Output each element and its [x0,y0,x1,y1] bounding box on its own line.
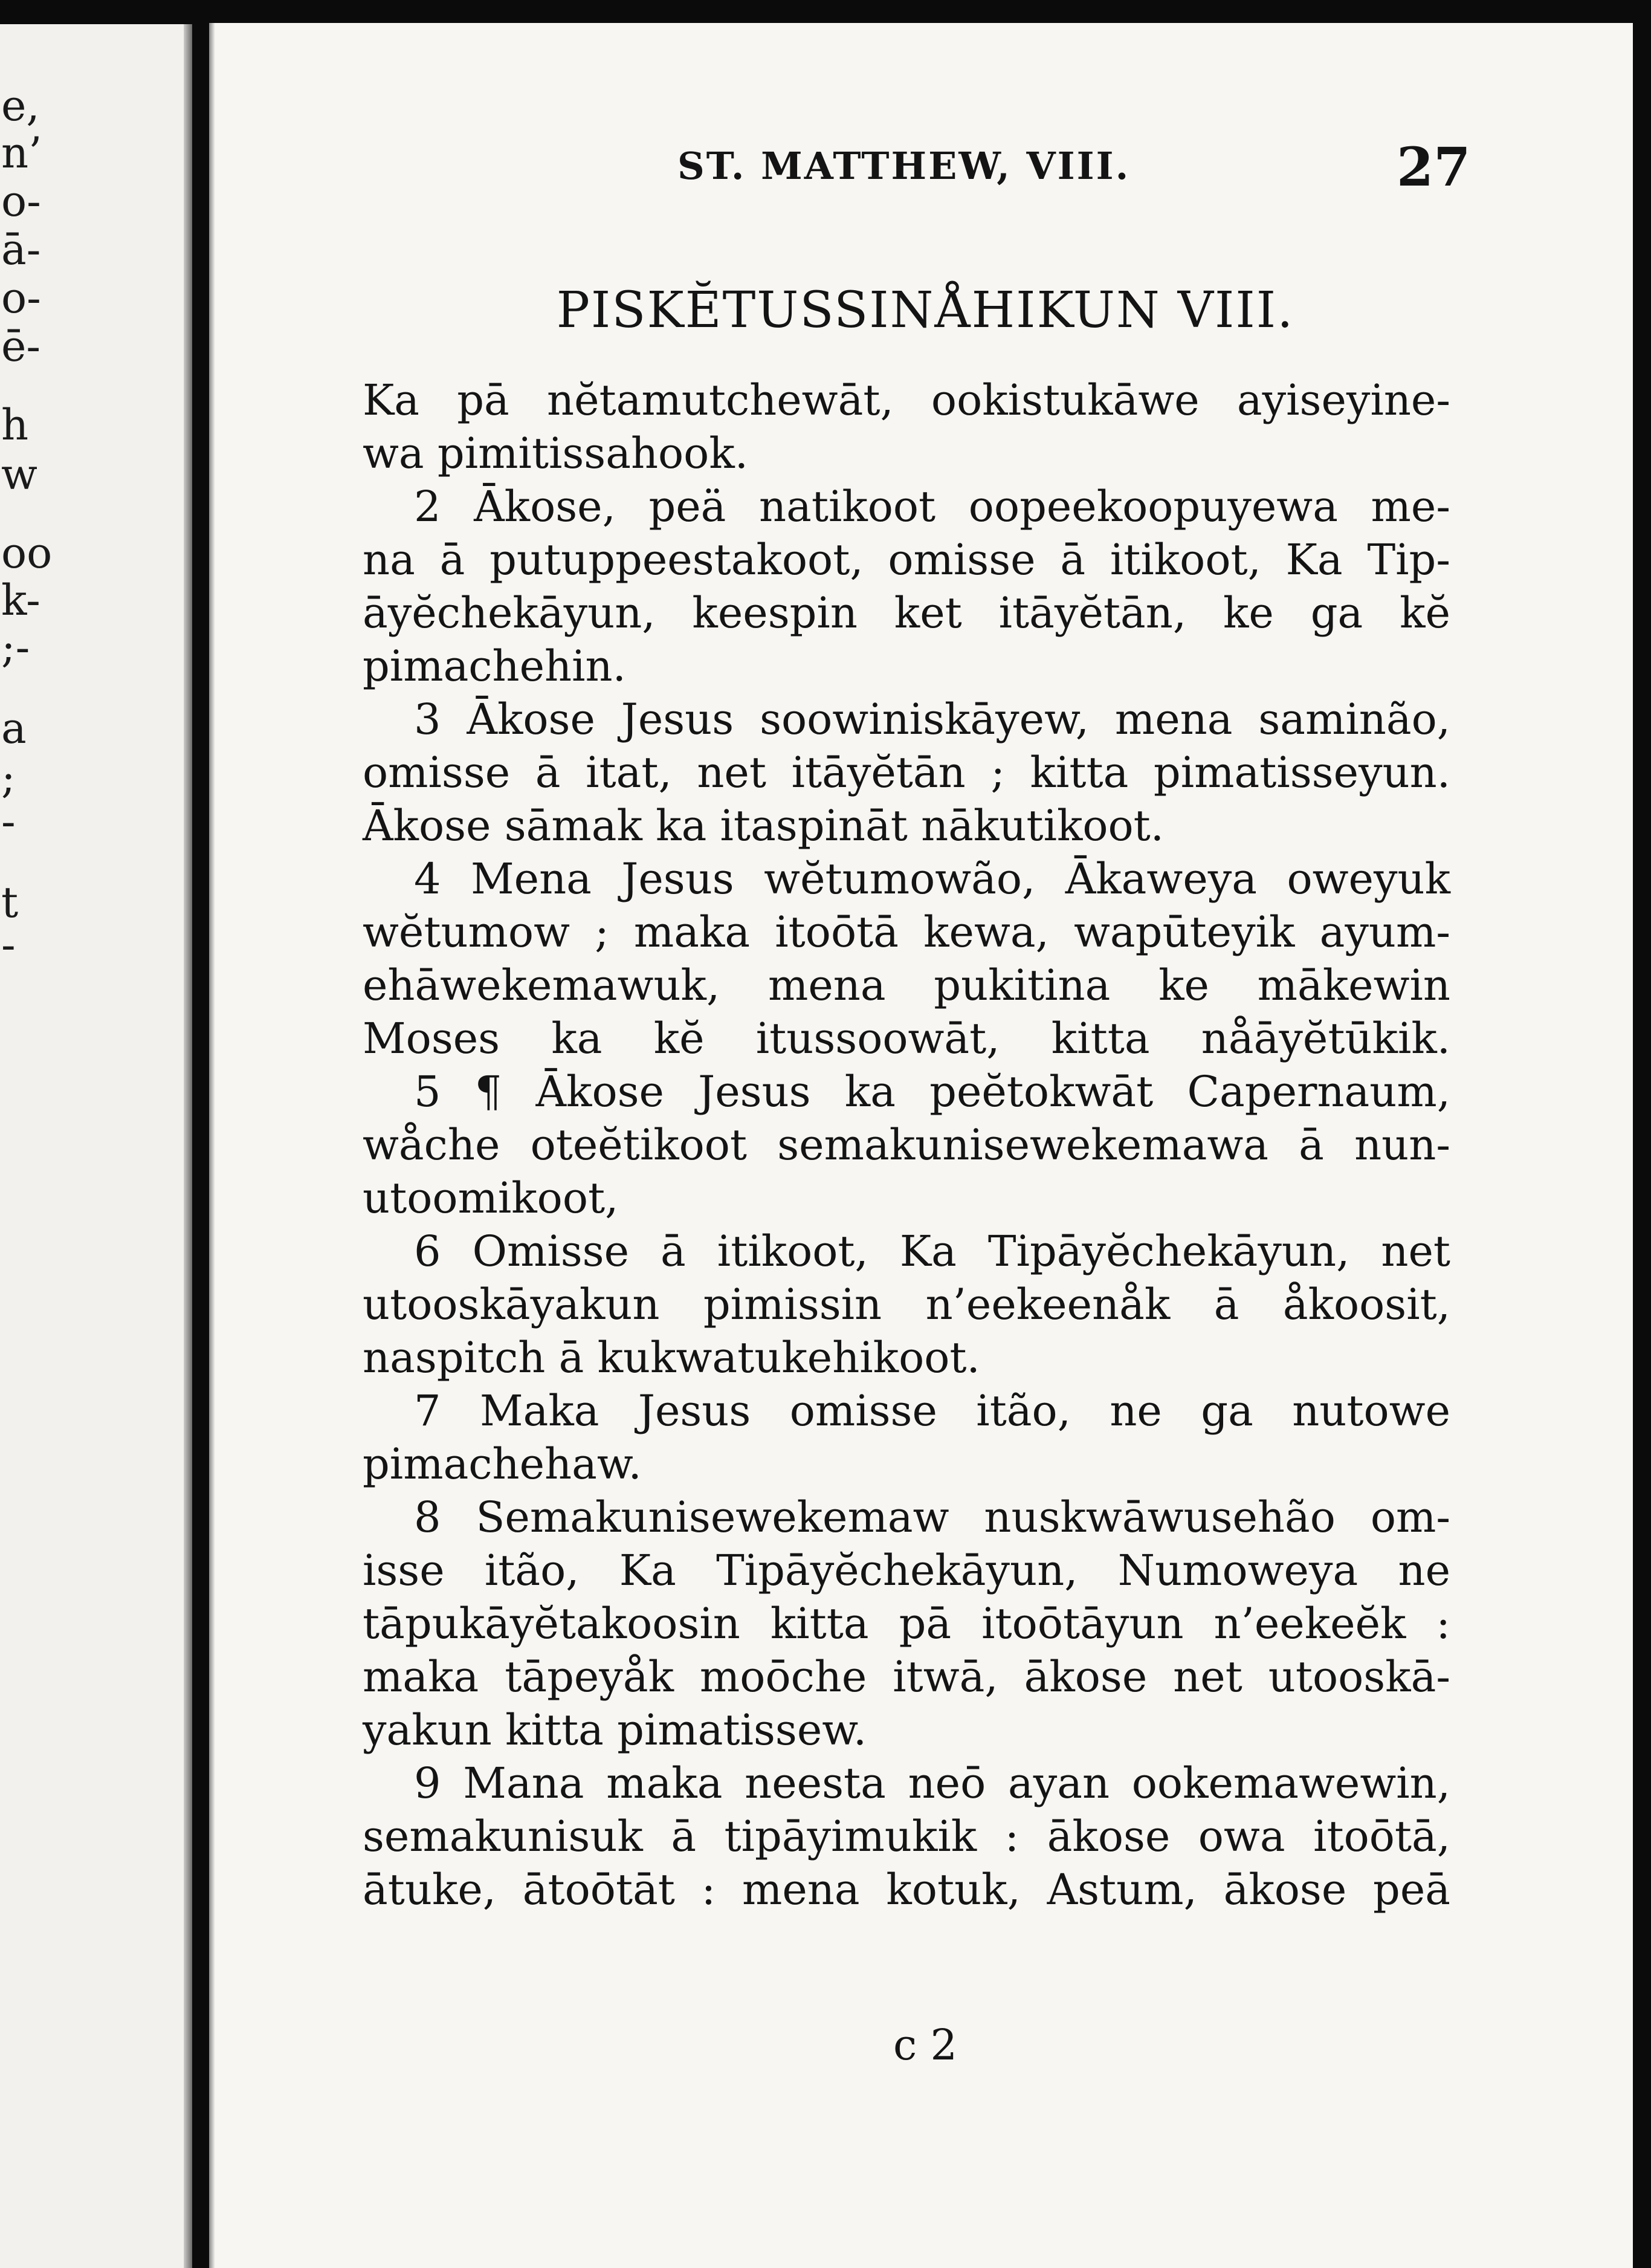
text-line: wĕtumow ; maka itoōtā kewa, wapūteyik ayum- [363,907,1450,957]
previous-page-fragment: h [1,400,29,450]
text-line: pimachehin. [363,641,626,691]
previous-page-fragment: o- [1,177,41,226]
current-page [209,23,1633,2268]
previous-page-fragment: oo [1,528,53,578]
text-line: isse itão, Ka Tipāyĕchekāyun, Numoweya ne [363,1546,1450,1595]
previous-page-fragment: a [1,704,27,753]
text-line: maka tāpeyåk moōche itwā, ākose net utooskā- [363,1652,1450,1702]
previous-page-fragment: n’ [1,128,42,178]
chapter-title: PISKĔTUSSINÅHIKUN VIII. [556,282,1294,339]
previous-page-fragment: - [1,797,16,846]
previous-page-fragment: - [1,920,16,970]
text-line: pimachehaw. [363,1439,642,1489]
page-edge-shadow [209,23,215,2268]
text-line: wåche oteĕtikoot semakunisewekemawa ā nun- [363,1120,1450,1170]
text-line: 3 Ākose Jesus soowiniskāyew, mena saminão, [414,695,1450,744]
previous-page-fragment: t [1,878,19,927]
page-number: 27 [1397,135,1471,198]
text-line: 6 Omisse ā itikoot, Ka Tipāyĕchekāyun, net [414,1226,1450,1276]
text-line: Moses ka kĕ itussoowāt, kitta nåāyĕtūkik. [363,1014,1450,1063]
page-gutter-shadow [184,24,192,2268]
text-line: 9 Mana maka neesta neō ayan ookemawewin, [414,1758,1450,1808]
previous-page-fragment: ;- [1,623,30,672]
text-line: 7 Maka Jesus omisse itão, ne ga nutowe [414,1386,1450,1436]
previous-page-fragment: ē- [1,322,41,371]
verse-text [363,374,1450,1916]
previous-page-fragment: ; [1,753,16,803]
previous-page-fragment: o- [1,273,41,323]
text-line: Ka pā nĕtamutchewāt, ookistukāwe ayiseyine- [363,375,1450,425]
previous-page-fragment: k- [1,575,40,625]
text-line: semakunisuk ā tipāyimukik : ākose owa itoōtā, [363,1812,1450,1861]
text-line: tāpukāyĕtakoosin kitta pā itoōtāyun n’eekeĕk : [363,1599,1450,1648]
previous-page-fragment: ā- [1,225,41,274]
text-line: omisse ā itat, net itāyĕtān ; kitta pimatisseyun. [363,748,1450,797]
running-head: ST. MATTHEW, VIII. [677,144,1131,188]
text-line: na ā putuppeestakoot, omisse ā itikoot, Ka Tip- [363,535,1450,585]
previous-page-fragment: e, [1,81,40,131]
text-line: utooskāyakun pimissin n’eekeenåk ā åkoosit, [363,1280,1450,1329]
text-line: 4 Mena Jesus wĕtumowão, Ākaweya oweyuk [414,854,1450,904]
text-line: yakun kitta pimatissew. [363,1705,867,1755]
previous-page-fragment: w [1,450,37,499]
signature-mark: c 2 [893,2020,957,2070]
previous-page-edge [0,24,192,2268]
text-line: utoomikoot, [363,1173,619,1223]
text-line: 2 Ākose, peä natikoot oopeekoopuyewa me- [414,482,1450,531]
text-line: 8 Semakunisewekemaw nuskwāwusehão om- [414,1492,1450,1542]
text-line: naspitch ā kukwatukehikoot. [363,1333,980,1382]
text-line: āyĕchekāyun, keespin ket itāyĕtān, ke ga kĕ [363,588,1450,638]
text-line: 5 ¶ Ākose Jesus ka peĕtokwāt Capernaum, [414,1067,1450,1116]
text-line: wa pimitissahook. [363,429,748,478]
text-line: ehāwekemawuk, mena pukitina ke mākewin [363,961,1450,1010]
book-spine [192,0,209,2268]
text-line: ātuke, ātoōtāt : mena kotuk, Astum, ākose peā [363,1865,1450,1914]
text-line: Ākose sāmak ka itaspināt nākutikoot. [363,801,1165,850]
